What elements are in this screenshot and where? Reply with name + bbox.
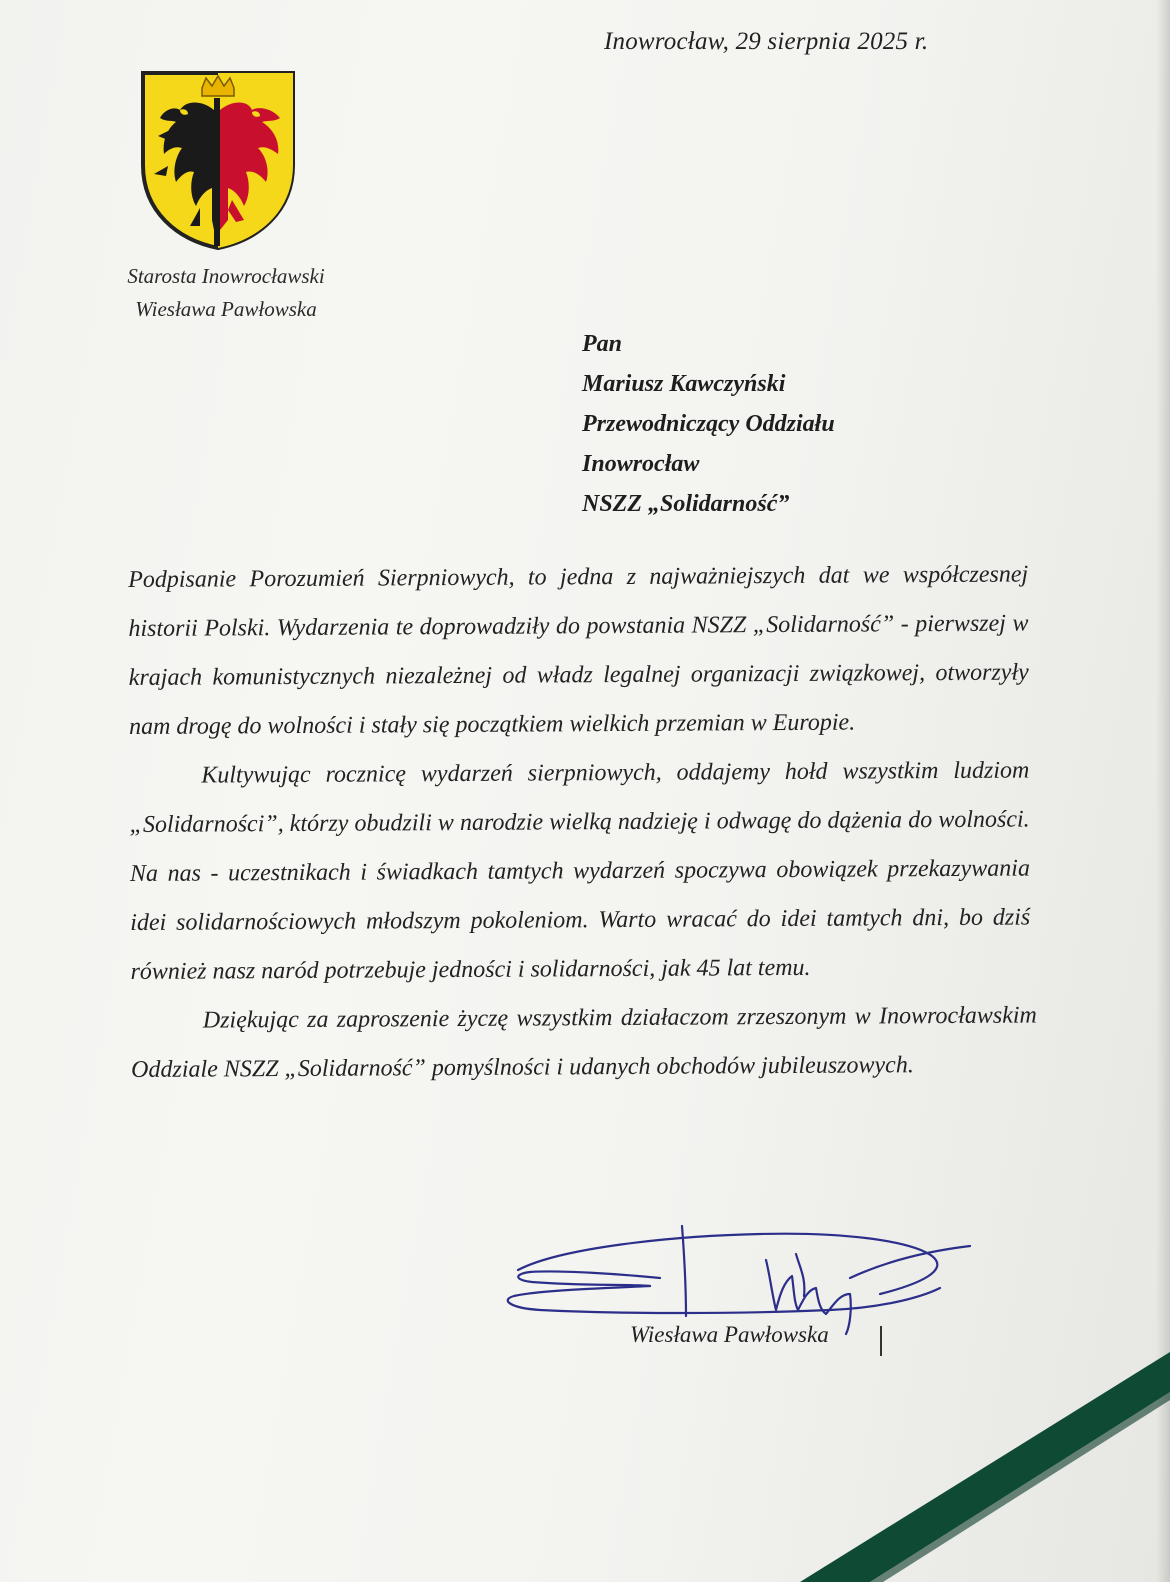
issuer-block — [100, 260, 352, 326]
addressee-organization: NSZZ „Solidarność” — [582, 491, 790, 517]
letter-date: Inowrocław, 29 sierpnia 2025 r. — [604, 28, 929, 55]
coat-of-arms-icon — [140, 70, 296, 250]
addressee-salutation: Pan — [582, 331, 623, 357]
body-paragraph-2: Kultywując rocznicę wydarzeń sierpniowych, oddajemy hołd wszystkim ludziom „Solidarności”, którzy obudzili w narodzie wielką nadzieję i odwagę do dążenia do wolności. Na nas - uczestnikach i świadkach tamtych wydarzeń spoczywa obowiązek przekazywania idei solidarnościowych młodszym pokoleniom. Warto wracać do idei tamtych dni, bo dziś również nasz naród potrzebuje jedności i solidarności, jak 45 lat temu. — [129, 757, 1031, 985]
signer-name: Wiesława Pawłowska — [630, 1322, 829, 1347]
issuer-title: Starosta Inowrocławski — [127, 264, 325, 288]
body-paragraph-1: Podpisanie Porozumień Sierpniowych, to jedna z najważniejszych dat we współczesnej historii Polski. Wydarzenia te doprowadziły do powstania NSZZ „Solidarność” - pierwszej w krajach komunistycznych niezależnej od władz legalnej organizacji związkowej, otworzyły nam drogę do wolności i stały się początkiem wielkich przemian w Europie. — [128, 561, 1029, 740]
handwritten-signature-icon — [500, 1218, 980, 1338]
body-paragraph-3: Dziękując za zaproszenie życzę wszystkim działaczom zrzeszonym w Inowrocławskim Oddziale NSZZ „Solidarność” pomyślności i udanych obchodów jubileuszowych. — [131, 1002, 1037, 1083]
issuer-name: Wiesława Pawłowska — [135, 297, 317, 321]
signature-line-mark — [880, 1326, 882, 1356]
addressee-city: Inowrocław — [582, 451, 700, 477]
page-edge-shadow — [1156, 0, 1170, 1582]
addressee-block — [582, 324, 835, 524]
addressee-name: Mariusz Kawczyński — [582, 371, 786, 397]
letter-body — [128, 551, 1037, 1095]
addressee-function: Przewodniczący Oddziału — [582, 411, 835, 437]
